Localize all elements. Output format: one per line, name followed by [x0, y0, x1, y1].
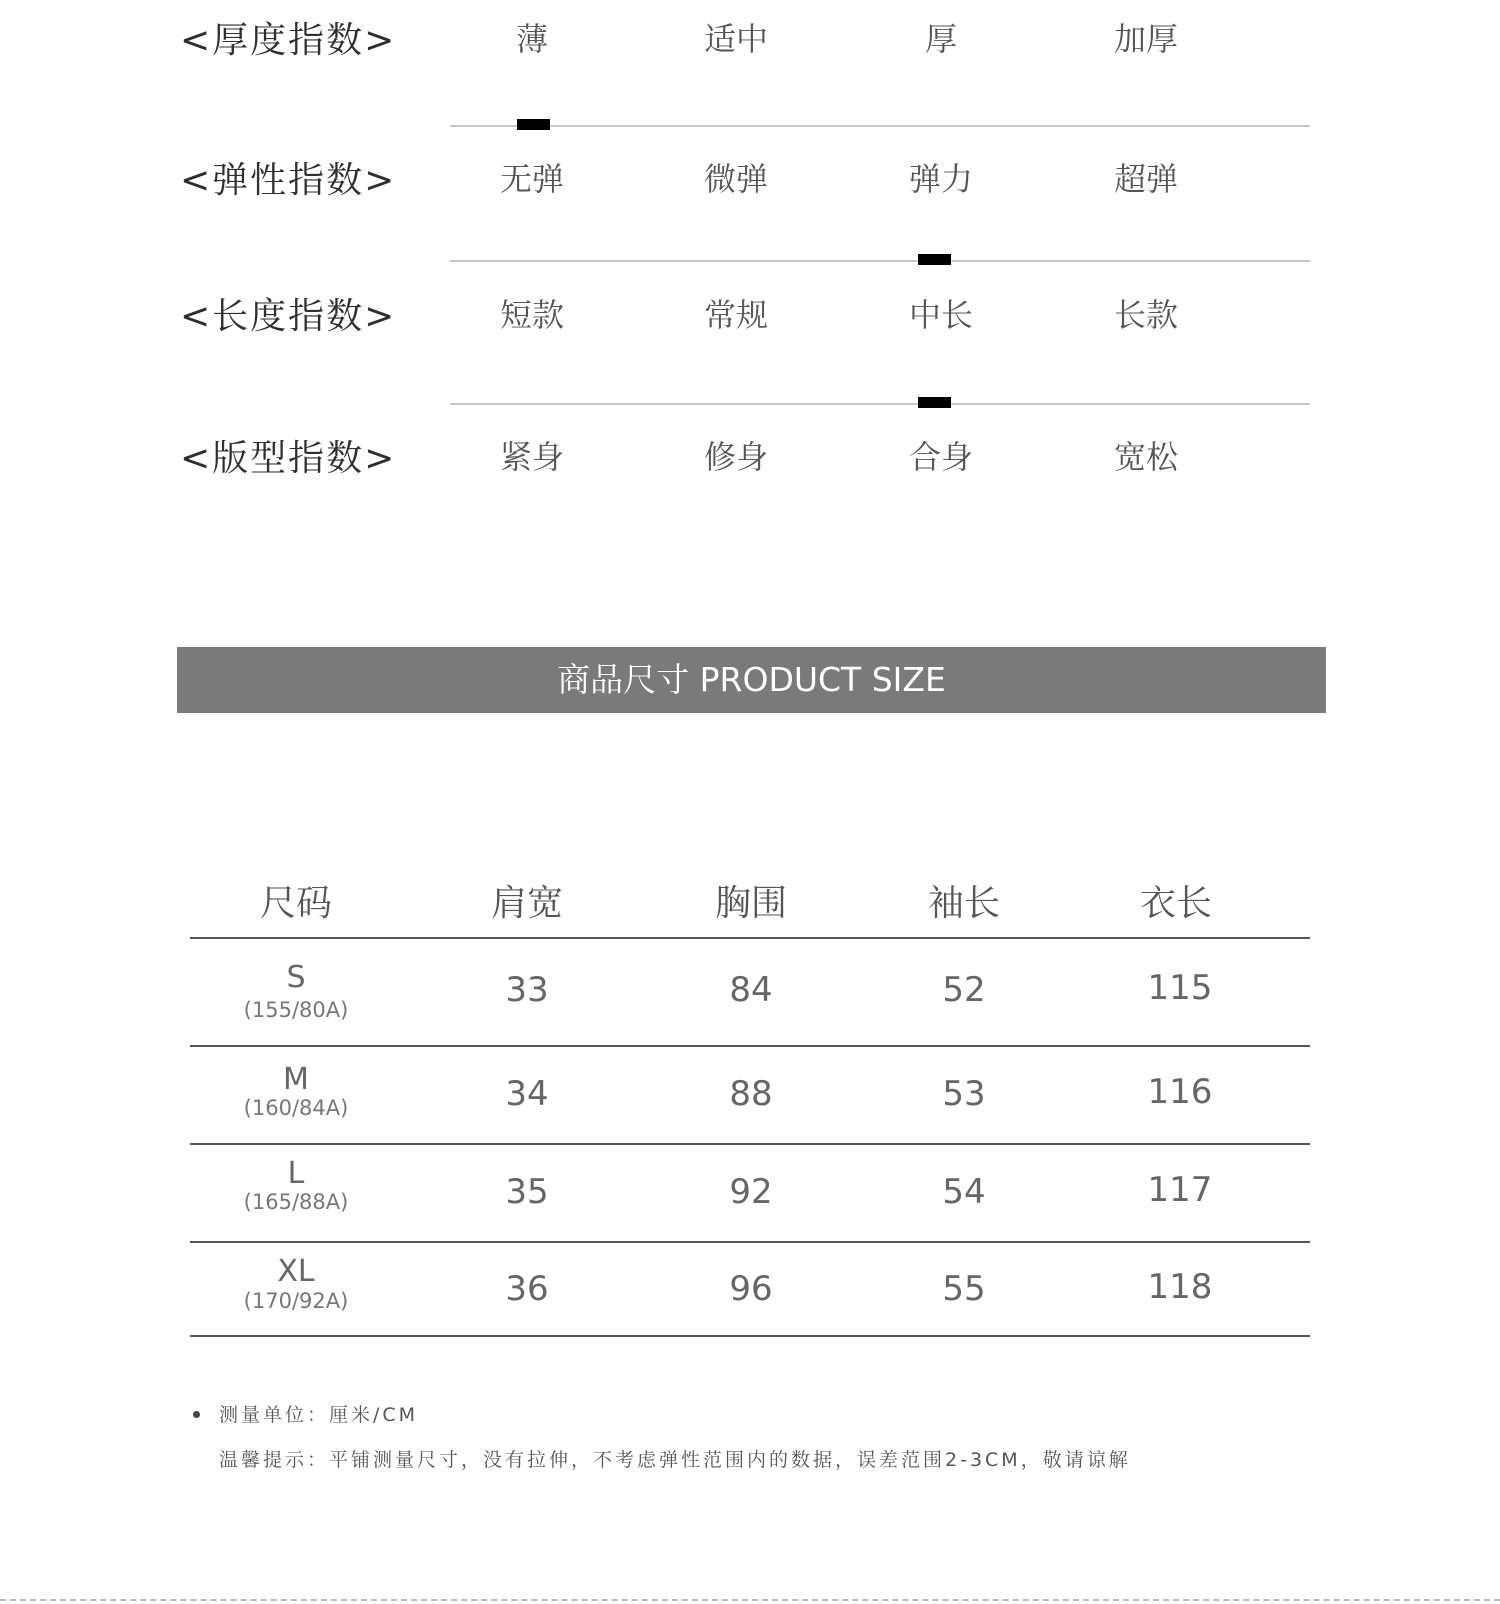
fit-option: 宽松	[1113, 438, 1178, 476]
table-bottom-rule	[190, 1335, 1310, 1337]
size-label: S	[286, 960, 306, 995]
product-size-banner: 商品尺寸 PRODUCT SIZE	[177, 647, 1326, 713]
length-option: 长款	[1113, 296, 1178, 334]
row-divider	[190, 1241, 1310, 1243]
row-divider	[190, 1143, 1310, 1145]
thickness-option: 薄	[515, 20, 548, 58]
length-value: 115	[1147, 968, 1213, 1008]
length-option: 常规	[703, 296, 768, 334]
length-option: 短款	[499, 296, 564, 334]
bullet-icon	[193, 1411, 200, 1418]
thickness-marker	[517, 119, 550, 130]
sleeve-value: 53	[942, 1074, 986, 1114]
fit-index-label: <版型指数>	[180, 438, 397, 479]
elasticity-option: 无弹	[499, 160, 564, 198]
tip-note: 温馨提示：平铺测量尺寸，没有拉伸，不考虑弹性范围内的数据，误差范围2-3CM，敬请谅解	[219, 1449, 1131, 1471]
table-header-length: 衣长	[1139, 883, 1212, 924]
elasticity-option: 超弹	[1113, 160, 1178, 198]
length-index-label: <长度指数>	[180, 296, 397, 337]
table-header-shoulder: 肩宽	[490, 883, 563, 924]
shoulder-value: 33	[505, 970, 549, 1010]
length-marker	[918, 397, 951, 408]
elasticity-index-label: <弹性指数>	[180, 160, 397, 201]
fit-option: 修身	[703, 438, 768, 476]
elasticity-option: 弹力	[908, 160, 973, 198]
row-divider	[190, 1045, 1310, 1047]
shoulder-value: 35	[505, 1172, 549, 1212]
elasticity-marker	[918, 254, 951, 265]
table-header-size: 尺码	[259, 883, 332, 924]
elasticity-option: 微弹	[703, 160, 768, 198]
size-label: XL	[277, 1254, 315, 1289]
measurement-unit-note: 测量单位：厘米/CM	[219, 1404, 419, 1426]
thickness-option: 厚	[924, 20, 957, 58]
length-track	[450, 403, 1310, 405]
size-spec: (160/84A)	[243, 1096, 349, 1120]
length-value: 116	[1147, 1072, 1213, 1112]
dashed-divider	[0, 1599, 1500, 1601]
length-value: 118	[1147, 1267, 1213, 1307]
size-label: L	[287, 1156, 305, 1191]
thickness-track	[450, 125, 1310, 127]
size-spec: (155/80A)	[243, 998, 349, 1022]
thickness-index-label: <厚度指数>	[180, 20, 397, 61]
length-value: 117	[1147, 1170, 1213, 1210]
fit-option: 合身	[908, 438, 973, 476]
size-spec: (170/92A)	[243, 1289, 349, 1313]
shoulder-value: 36	[505, 1269, 549, 1309]
size-spec: (165/88A)	[243, 1190, 349, 1214]
table-header-chest: 胸围	[714, 883, 787, 924]
chest-value: 92	[729, 1172, 773, 1212]
thickness-option: 适中	[703, 20, 768, 58]
table-header-rule	[190, 937, 1310, 939]
shoulder-value: 34	[505, 1074, 549, 1114]
thickness-option: 加厚	[1113, 20, 1178, 58]
size-label: M	[283, 1062, 309, 1097]
fit-option: 紧身	[499, 438, 564, 476]
chest-value: 84	[729, 970, 773, 1010]
sleeve-value: 55	[942, 1269, 986, 1309]
sleeve-value: 54	[942, 1172, 986, 1212]
sleeve-value: 52	[942, 970, 986, 1010]
length-option: 中长	[908, 296, 973, 334]
elasticity-track	[450, 260, 1310, 262]
chest-value: 96	[729, 1269, 773, 1309]
table-header-sleeve: 袖长	[927, 883, 1000, 924]
chest-value: 88	[729, 1074, 773, 1114]
